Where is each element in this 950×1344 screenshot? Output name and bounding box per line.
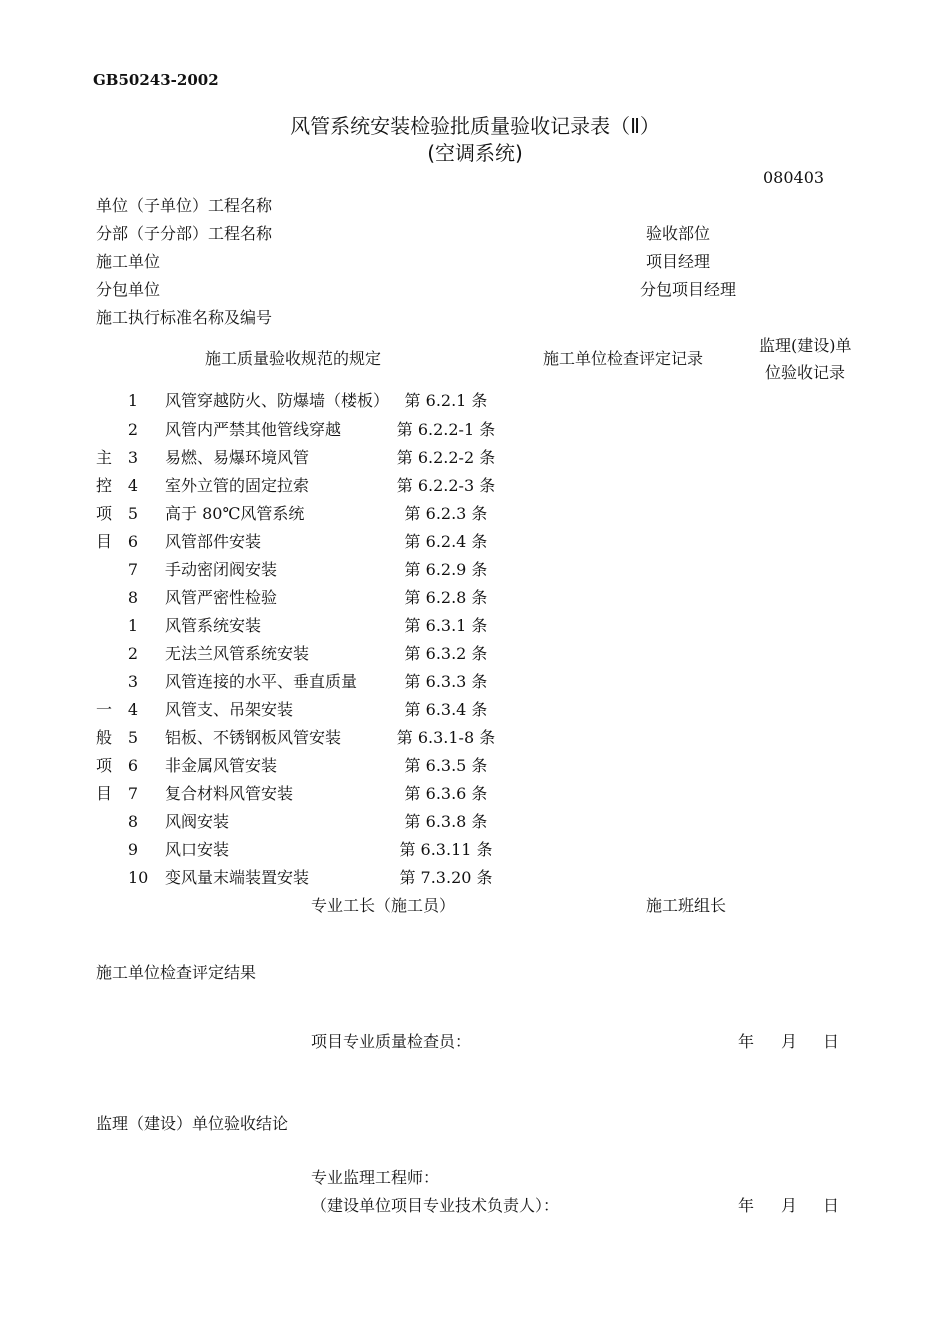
project-manager-label: 项目经理 bbox=[646, 252, 711, 271]
standard-code: GB50243-2002 bbox=[93, 71, 219, 89]
item-clause: 第 6.3.11 条 bbox=[399, 840, 493, 859]
day-label: 日 bbox=[823, 1196, 840, 1215]
item-number: 7 bbox=[127, 784, 138, 803]
general-group-char: 项 bbox=[95, 756, 112, 775]
subcontract-unit-label: 分包单位 bbox=[96, 280, 161, 299]
item-name: 复合材料风管安装 bbox=[165, 784, 294, 803]
item-clause: 第 6.2.2-3 条 bbox=[396, 476, 496, 495]
general-group-char: 般 bbox=[95, 728, 112, 747]
year-label: 年 bbox=[738, 1032, 755, 1051]
item-name: 风管内严禁其他管线穿越 bbox=[165, 420, 342, 439]
item-number: 8 bbox=[127, 588, 138, 607]
item-name: 高于 80℃风管系统 bbox=[165, 504, 305, 523]
main-group-char: 主 bbox=[95, 448, 112, 467]
quality-inspector-label: 项目专业质量检查员： bbox=[311, 1032, 472, 1051]
item-number: 8 bbox=[127, 812, 138, 831]
day-label: 日 bbox=[823, 1032, 840, 1051]
check-record-header: 施工单位检查评定记录 bbox=[543, 349, 704, 368]
supervisor-label: 专业监理工程师： bbox=[311, 1168, 440, 1187]
subcontract-manager-label: 分包项目经理 bbox=[640, 280, 737, 299]
item-clause: 第 6.2.3 条 bbox=[404, 504, 488, 523]
item-name: 风管穿越防火、防爆墙（楼板） bbox=[165, 391, 390, 410]
item-clause: 第 7.3.20 条 bbox=[399, 868, 493, 887]
item-number: 6 bbox=[127, 532, 138, 551]
item-number: 7 bbox=[127, 560, 138, 579]
check-result-label: 施工单位检查评定结果 bbox=[96, 963, 257, 982]
item-clause: 第 6.2.1 条 bbox=[404, 391, 488, 410]
acceptance-part-label: 验收部位 bbox=[646, 224, 711, 243]
item-clause: 第 6.3.8 条 bbox=[404, 812, 488, 831]
item-name: 无法兰风管系统安装 bbox=[165, 644, 310, 663]
item-name: 手动密闭阀安装 bbox=[165, 560, 278, 579]
item-clause: 第 6.2.2-2 条 bbox=[396, 448, 496, 467]
item-clause: 第 6.2.4 条 bbox=[404, 532, 488, 551]
item-name: 风阀安装 bbox=[165, 812, 230, 831]
form-title: 风管系统安装检验批质量验收记录表（Ⅱ） bbox=[290, 114, 660, 138]
supervision-header-line2: 位验收记录 bbox=[765, 363, 846, 382]
item-number: 3 bbox=[127, 448, 138, 467]
main-group-char: 项 bbox=[95, 504, 112, 523]
item-number: 6 bbox=[127, 756, 138, 775]
item-number: 5 bbox=[127, 504, 138, 523]
item-name: 风管部件安装 bbox=[165, 532, 262, 551]
item-name: 变风量末端装置安装 bbox=[165, 868, 310, 887]
item-name: 非金属风管安装 bbox=[165, 756, 278, 775]
general-group-char: 一 bbox=[95, 700, 112, 719]
owner-rep-label: （建设单位项目专业技术负责人）： bbox=[311, 1196, 560, 1215]
item-clause: 第 6.3.3 条 bbox=[404, 672, 488, 691]
item-name: 铝板、不锈钢板风管安装 bbox=[165, 728, 342, 747]
item-number: 10 bbox=[128, 868, 149, 887]
item-number: 2 bbox=[127, 420, 138, 439]
item-number: 4 bbox=[127, 476, 138, 495]
item-number: 3 bbox=[127, 672, 138, 691]
unit-project-label: 单位（子单位）工程名称 bbox=[96, 196, 273, 215]
item-name: 易燃、易爆环境风管 bbox=[165, 448, 310, 467]
supervision-header-line1: 监理(建设)单 bbox=[759, 336, 852, 355]
main-group-char: 目 bbox=[95, 532, 112, 551]
item-number: 9 bbox=[127, 840, 138, 859]
month-label: 月 bbox=[781, 1196, 798, 1215]
foreman-label: 专业工长（施工员） bbox=[311, 896, 456, 915]
item-name: 风管连接的水平、垂直质量 bbox=[165, 672, 358, 691]
item-number: 4 bbox=[127, 700, 138, 719]
construction-unit-label: 施工单位 bbox=[96, 252, 161, 271]
item-number: 1 bbox=[127, 391, 138, 410]
supervision-conclusion-label: 监理（建设）单位验收结论 bbox=[96, 1114, 289, 1133]
item-name: 风管严密性检验 bbox=[165, 588, 278, 607]
sub-project-label: 分部（子分部）工程名称 bbox=[96, 224, 273, 243]
form-number: 080403 bbox=[763, 168, 825, 187]
item-number: 2 bbox=[127, 644, 138, 663]
month-label: 月 bbox=[781, 1032, 798, 1051]
item-name: 风口安装 bbox=[165, 840, 230, 859]
year-label: 年 bbox=[738, 1196, 755, 1215]
form-subtitle: (空调系统) bbox=[427, 141, 523, 165]
item-clause: 第 6.3.1 条 bbox=[404, 616, 488, 635]
item-clause: 第 6.2.2-1 条 bbox=[396, 420, 496, 439]
item-number: 5 bbox=[127, 728, 138, 747]
item-clause: 第 6.3.2 条 bbox=[404, 644, 488, 663]
item-clause: 第 6.3.5 条 bbox=[404, 756, 488, 775]
item-number: 1 bbox=[127, 616, 138, 635]
item-name: 室外立管的固定拉索 bbox=[165, 476, 310, 495]
spec-header: 施工质量验收规范的规定 bbox=[205, 349, 382, 368]
item-clause: 第 6.2.9 条 bbox=[404, 560, 488, 579]
item-clause: 第 6.2.8 条 bbox=[404, 588, 488, 607]
team-leader-label: 施工班组长 bbox=[646, 896, 727, 915]
item-name: 风管系统安装 bbox=[165, 616, 262, 635]
item-clause: 第 6.3.4 条 bbox=[404, 700, 488, 719]
standard-label: 施工执行标准名称及编号 bbox=[96, 308, 273, 327]
main-group-char: 控 bbox=[95, 476, 112, 495]
item-clause: 第 6.3.6 条 bbox=[404, 784, 488, 803]
item-clause: 第 6.3.1-8 条 bbox=[396, 728, 496, 747]
item-name: 风管支、吊架安装 bbox=[165, 700, 294, 719]
general-group-char: 目 bbox=[95, 784, 112, 803]
